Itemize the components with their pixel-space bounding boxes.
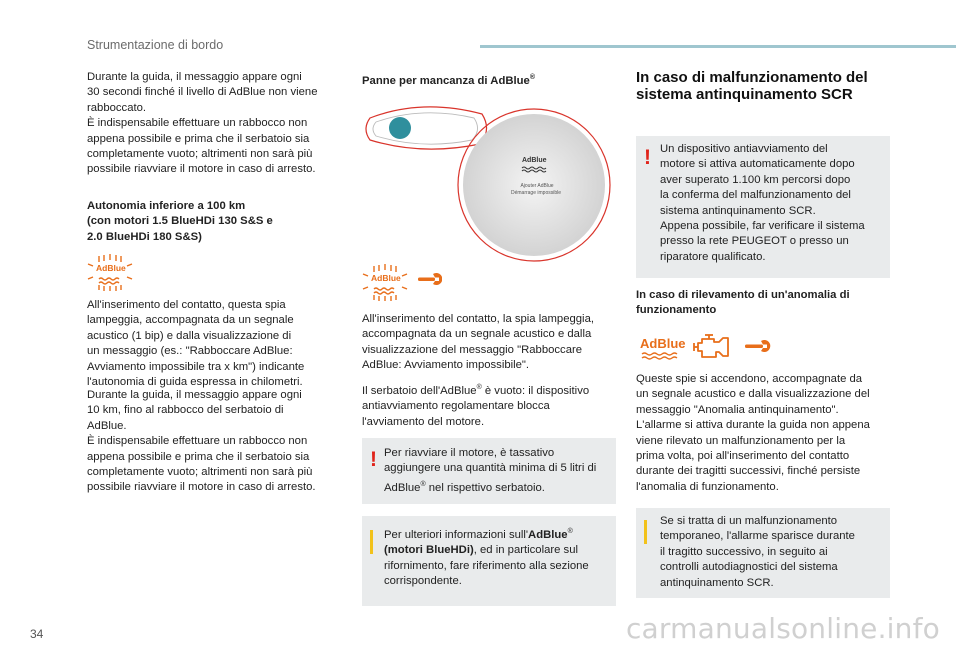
adblue-text-icon: AdBlue bbox=[640, 336, 686, 351]
col3-subheading-anomaly: In caso di rilevamento di un'anomalia di funzionamento bbox=[636, 289, 850, 317]
col2-p2-part-b: è vuoto: il dispositivo antiavviamento regolamentare blocca l'avviamento del motore. bbox=[362, 384, 590, 428]
info-box-adblue bbox=[362, 516, 616, 606]
gauge-adblue-label: AdBlue bbox=[522, 157, 547, 164]
info-box-scr bbox=[636, 508, 890, 598]
warning-exclamation-icon: ! bbox=[370, 448, 377, 471]
info-marker-icon-2 bbox=[644, 520, 647, 544]
info-box-scr-text: Se si tratta di un malfunzionamento temporaneo, l'allarme sparisce durante il tragitto successivo, in seguito ai controlli autodiagnostici del sistema antinquinamento SCR. bbox=[660, 515, 855, 589]
info-adblue-part-a: Per ulteriori informazioni sull' bbox=[384, 528, 529, 541]
info-adblue-bold: AdBlue bbox=[528, 528, 568, 541]
warning-exclamation-icon-2: ! bbox=[644, 146, 651, 169]
col2-heading-adblue-empty bbox=[362, 70, 535, 89]
warn-refill-part-a: Per riavviare il motore, è tassativo aggiungere una quantità minima di 5 litri di AdBlue bbox=[384, 447, 597, 494]
gauge-message-line-1: Ajouter AdBlue bbox=[520, 183, 554, 189]
warn-refill-sup: ® bbox=[420, 480, 426, 488]
anomaly-warning-lights bbox=[640, 331, 780, 371]
col2-heading-sup: ® bbox=[529, 74, 535, 81]
col2-paragraph-1: All'inserimento del contatto, la spia lampeggia, accompagnata da un segnale acustico e dalla visualizzazione del messaggio "Rabboccare AdBlue: Avviamento impossibile". bbox=[362, 313, 594, 372]
gauge-message-line-2: Démarrage impossible bbox=[510, 190, 562, 196]
adblue-warning-icon bbox=[85, 252, 135, 292]
warning-box-refill-text bbox=[384, 446, 612, 496]
engine-check-icon bbox=[692, 331, 732, 363]
instrument-display-illustration bbox=[362, 100, 614, 270]
col2-p2-sup: ® bbox=[476, 384, 482, 391]
col3-heading-scr: In caso di malfunzionamento del sistema antinquinamento SCR bbox=[636, 69, 868, 103]
col1-paragraph-2: All'inserimento del contatto, questa spia lampeggia, accompagnata da un segnale acustico (1 bip) e dalla visualizzazione di un messaggio (es.: "Rabboccare AdBlue: Avviamento impossibile tra x km") indicante l'autonomia di guida espressa in chilometri. bbox=[87, 299, 305, 389]
col1-heading-autonomy: Autonomia inferiore a 100 km (con motori 1.5 BlueHDi 130 S&S e 2.0 BlueHDi 180 S&S) bbox=[87, 200, 273, 243]
adblue-warning-icon-2 bbox=[360, 262, 410, 302]
col1-paragraph-3: Durante la guida, il messaggio appare ogni 10 km, fino al rabbocco del serbatoio di AdBlue. È indispensabile effettuare un rabbocco non appena possibile e prima che il serbatoio sia completamente vuoto; altrimenti non sarà più possibile riavviare il motore in caso di arresto. bbox=[87, 389, 316, 494]
gauge-wave-icon bbox=[520, 165, 548, 173]
page-number: 34 bbox=[30, 627, 44, 641]
header-divider bbox=[480, 45, 956, 48]
warning-box-refill bbox=[362, 438, 616, 504]
info-marker-icon bbox=[370, 530, 373, 554]
section-title: Strumentazione di bordo bbox=[87, 38, 224, 52]
col2-paragraph-2 bbox=[362, 380, 620, 430]
warn-refill-part-b: nel rispettivo serbatoio. bbox=[425, 481, 545, 494]
adblue-icon-label: AdBlue bbox=[96, 263, 126, 273]
warning-box-scr bbox=[636, 136, 890, 278]
info-adblue-part-b: , ed in particolare sul rifornimento, fare riferimento alla sezione corrispondente. bbox=[384, 544, 589, 587]
adblue-wave-icon bbox=[640, 351, 684, 360]
wrench-icon-2 bbox=[743, 338, 771, 354]
warning-box-scr-text: Un dispositivo antiavviamento del motore si attiva automaticamente dopo aver superato 1.100 km percorsi dopo la conferma del malfunzionamento del sistema antinquinamento SCR. Appena possibile, far verificare il sistema presso la rete PEUGEOT o presso un riparatore qualificato. bbox=[660, 143, 865, 263]
col3-paragraph-1: Queste spie si accendono, accompagnate da un segnale acustico e dalla visualizzazione del messaggio "Anomalia antinquinamento". L'allarme si attiva durante la guida non appena viene rilevato un malfunzionamento per la prima volta, poi all'inserimento del contatto durante dei tragitti successivi, finché persiste l'anomalia di funzionamento. bbox=[636, 373, 870, 493]
wrench-icon bbox=[416, 271, 442, 287]
info-adblue-bold-2: (motori BlueHDi) bbox=[384, 544, 474, 557]
adblue-icon-label-2: AdBlue bbox=[371, 273, 401, 283]
col2-p2-part-a: Il serbatoio dell'AdBlue bbox=[362, 384, 477, 397]
col1-paragraph-1: Durante la guida, il messaggio appare ogni 30 secondi finché il livello di AdBlue non viene rabboccato. È indispensabile effettuare un rabbocco non appena possibile e prima che il serbatoio sia completamente vuoto; altrimenti non sarà più possibile riavviare il motore in caso di arresto. bbox=[87, 71, 318, 176]
info-box-adblue-text bbox=[384, 524, 612, 589]
info-adblue-sup: ® bbox=[567, 528, 573, 535]
col2-heading-text: Panne per mancanza di AdBlue bbox=[362, 74, 530, 87]
watermark: carmanualsonline.info bbox=[625, 612, 940, 645]
